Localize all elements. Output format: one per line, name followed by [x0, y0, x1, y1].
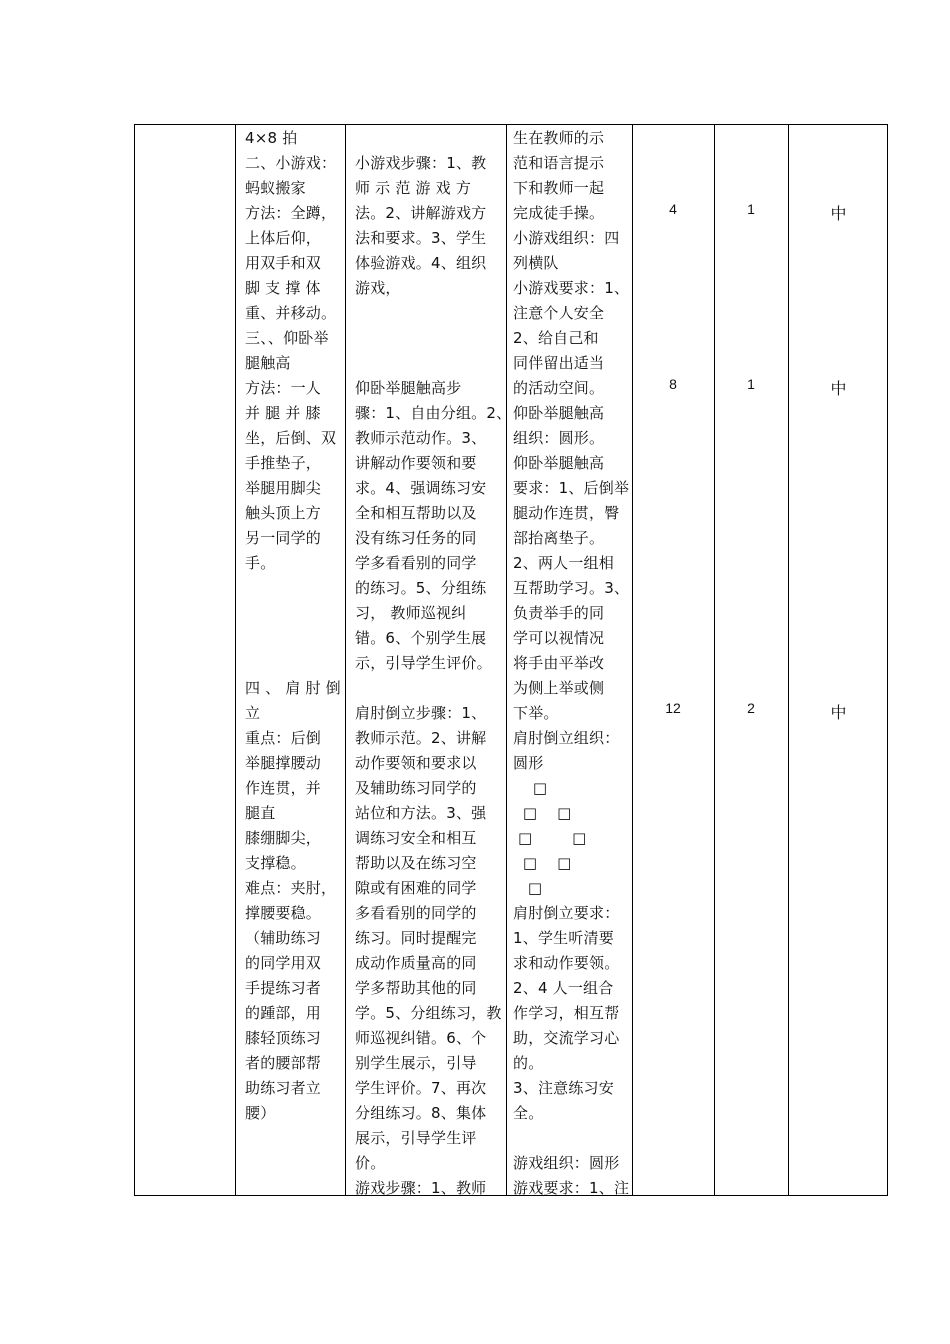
text-line: 助练习者立 [245, 1079, 322, 1097]
text-line: 师巡视纠错。6、个 [355, 1029, 487, 1047]
text-line: 脚 支 撑 体 [245, 279, 321, 297]
text-line: 隙或有困难的同学 [355, 879, 477, 897]
text-line: 圆形 [513, 754, 544, 772]
text-line: 负责举手的同 [513, 604, 605, 622]
text-line: □ □ [513, 804, 572, 822]
text-line [355, 676, 496, 701]
text-line: （辅助练习 [245, 929, 322, 947]
text-line: 3、注意练习安 [513, 1079, 614, 1097]
text-line: 将手由平举改 [513, 654, 605, 672]
text-line: 上体后仰， [245, 229, 322, 247]
text-line: 举腿撑腰动 [245, 754, 322, 772]
text-line: 肩肘倒立要求： [513, 904, 620, 922]
text-line: 难点：夹肘， [245, 879, 337, 897]
text-line: 二、小游戏： [245, 154, 337, 172]
text-line: 游戏要求：1、注 [513, 1179, 630, 1197]
text-line: 教师示范动作。3、 [355, 429, 487, 447]
text-line: 肩肘倒立步骤：1、 [355, 704, 487, 722]
text-line: 调练习安全和相互 [355, 829, 477, 847]
text-line: 四 、 肩 肘 倒 [245, 679, 341, 697]
text-line: 作连贯，并 [245, 779, 322, 797]
text-line: 游戏组织：圆形 [513, 1154, 620, 1172]
text-line [355, 326, 496, 351]
text-line: 游戏， [355, 279, 401, 297]
content-column [245, 126, 341, 1126]
text-line [245, 651, 337, 676]
text-line: 全和相互帮助以及 [355, 504, 477, 522]
text-line [245, 601, 337, 626]
text-line [355, 351, 496, 376]
column-divider [345, 125, 346, 1195]
column-divider [235, 125, 236, 1195]
text-line: 法和要求。3、学生 [355, 229, 487, 247]
text-line: 1、学生听清要 [513, 929, 614, 947]
text-line [355, 301, 496, 326]
text-line: □ [513, 779, 548, 797]
intensity-cell: 中 [830, 379, 847, 398]
column-divider [506, 125, 507, 1195]
text-line: 支撑稳。 [245, 854, 306, 872]
text-line: 作学习，相互帮 [513, 1004, 620, 1022]
column-divider [632, 125, 633, 1195]
lesson-plan-table [134, 124, 888, 1196]
time-cell: 12 [665, 700, 681, 716]
text-line: 注意个人安全 [513, 304, 605, 322]
text-line: □ □ [513, 829, 587, 847]
text-line: 错。6、个别学生展 [355, 629, 487, 647]
text-line: 动作要领和要求以 [355, 754, 477, 772]
text-line: 互帮助学习。3、 [513, 579, 630, 597]
text-line: 撑腰要稳。 [245, 904, 322, 922]
text-line: 帮助以及在练习空 [355, 854, 477, 872]
text-line: 重、并移动。 [245, 304, 337, 322]
text-line: 三、、仰卧举 [245, 329, 329, 347]
count-cell: 1 [747, 376, 755, 392]
text-line: 游戏步骤：1、教师 [355, 1179, 487, 1197]
text-line: 学。5、分组练习，教 [355, 1004, 502, 1022]
text-line: 的同学用双 [245, 954, 322, 972]
text-line [513, 1126, 625, 1151]
column-divider [788, 125, 789, 1195]
text-line: 立 [245, 704, 261, 722]
text-line: 价。 [355, 1154, 386, 1172]
text-line: □ □ [513, 854, 572, 872]
text-line: 同伴留出适当 [513, 354, 605, 372]
text-line: 学可以视情况 [513, 629, 605, 647]
time-cell: 8 [669, 376, 677, 392]
text-line: 部抬离垫子。 [513, 529, 605, 547]
text-line: 骤：1、自由分组。2、 [355, 404, 512, 422]
text-line [245, 576, 337, 601]
text-line: 者的腰部帮 [245, 1054, 322, 1072]
text-line: 讲解动作要领和要 [355, 454, 477, 472]
text-line: 为侧上举或侧 [513, 679, 605, 697]
text-line: 全。 [513, 1104, 544, 1122]
text-line: □ [513, 879, 543, 897]
text-line: 腿直 [245, 804, 276, 822]
text-line: 组织：圆形。 [513, 429, 605, 447]
text-line: 腿触高 [245, 354, 291, 372]
text-line: 学多看看别的同学 [355, 554, 477, 572]
count-cell: 2 [747, 700, 755, 716]
text-line: 示，引导学生评价。 [355, 654, 492, 672]
text-line: 成动作质量高的同 [355, 954, 477, 972]
teacher-activity-column [355, 126, 512, 1201]
text-line: 仰卧举腿触高 [513, 404, 605, 422]
text-line: 2、两人一组相 [513, 554, 614, 572]
text-line: 生在教师的示 [513, 129, 605, 147]
text-line: 仰卧举腿触高步 [355, 379, 462, 397]
intensity-cell: 中 [830, 204, 847, 223]
text-line: 肩肘倒立组织： [513, 729, 620, 747]
text-line: 的踵部，用 [245, 1004, 322, 1022]
text-line: 没有练习任务的同 [355, 529, 477, 547]
text-line: 触头顶上方 [245, 504, 322, 522]
text-line: 手推垫子， [245, 454, 322, 472]
text-line: 多看看别的同学的 [355, 904, 477, 922]
text-line: 2、给自己和 [513, 329, 599, 347]
text-line: 方法：全蹲， [245, 204, 337, 222]
text-line: 助，交流学习心 [513, 1029, 620, 1047]
text-line: 学多帮助其他的同 [355, 979, 477, 997]
text-line: 的活动空间。 [513, 379, 605, 397]
text-line: 坐，后倒、双 [245, 429, 337, 447]
text-line: 别学生展示，引导 [355, 1054, 477, 1072]
text-line [245, 626, 337, 651]
text-line: 用双手和双 [245, 254, 322, 272]
text-line: 另一同学的 [245, 529, 322, 547]
intensity-cell: 中 [830, 703, 847, 722]
text-line: 手。 [245, 554, 276, 572]
text-line: 范和语言提示 [513, 154, 605, 172]
text-line: 下和教师一起 [513, 179, 605, 197]
text-line: 师 示 范 游 戏 方 [355, 179, 472, 197]
count-cell: 1 [747, 201, 755, 217]
text-line: 小游戏步骤：1、教 [355, 154, 487, 172]
text-line: 体验游戏。4、组织 [355, 254, 487, 272]
text-line: 法。2、讲解游戏方 [355, 204, 487, 222]
student-activity-column [513, 126, 630, 1201]
text-line: 腰） [245, 1104, 276, 1122]
text-line: 举腿用脚尖 [245, 479, 322, 497]
text-line: 求和动作要领。 [513, 954, 620, 972]
text-line: 习， 教师巡视纠 [355, 604, 467, 622]
text-line: 分组练习。8、集体 [355, 1104, 487, 1122]
text-line: 及辅助练习同学的 [355, 779, 477, 797]
text-line: 蚂蚁搬家 [245, 179, 306, 197]
text-line: 列横队 [513, 254, 559, 272]
text-line: 手提练习者 [245, 979, 322, 997]
text-line: 练习。同时提醒完 [355, 929, 477, 947]
text-line: 的。 [513, 1054, 544, 1072]
text-line: 重点：后倒 [245, 729, 322, 747]
time-cell: 4 [669, 201, 677, 217]
text-line: 教师示范。2、讲解 [355, 729, 487, 747]
text-line: 学生评价。7、再次 [355, 1079, 487, 1097]
text-line: 要求：1、后倒举 [513, 479, 630, 497]
text-line: 膝轻顶练习 [245, 1029, 322, 1047]
text-line: 下举。 [513, 704, 559, 722]
text-line [355, 126, 496, 151]
text-line: 膝绷脚尖， [245, 829, 322, 847]
text-line: 小游戏组织：四 [513, 229, 620, 247]
text-line: 求。4、强调练习安 [355, 479, 487, 497]
text-line: 仰卧举腿触高 [513, 454, 605, 472]
text-line: 4×8 拍 [245, 129, 298, 147]
text-line: 完成徒手操。 [513, 204, 605, 222]
text-line: 腿动作连贯，臀 [513, 504, 620, 522]
text-line: 方法：一人 [245, 379, 322, 397]
text-line: 2、4 人一组合 [513, 979, 614, 997]
column-divider [714, 125, 715, 1195]
text-line: 的练习。5、分组练 [355, 579, 487, 597]
text-line: 展示，引导学生评 [355, 1129, 477, 1147]
text-line: 并 腿 并 膝 [245, 404, 321, 422]
text-line: 站位和方法。3、强 [355, 804, 487, 822]
text-line: 小游戏要求：1、 [513, 279, 630, 297]
